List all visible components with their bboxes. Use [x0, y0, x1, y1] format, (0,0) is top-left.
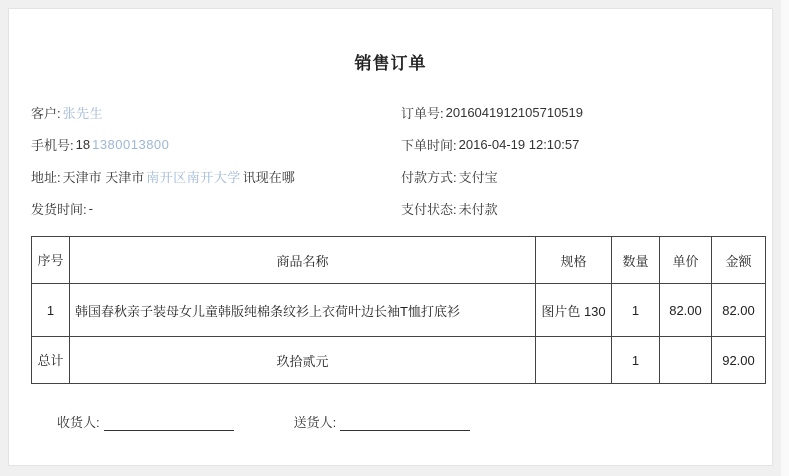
cell-product-name: 韩国春秋亲子装母女儿童韩版纯棉条纹衫上衣荷叶边长袖T恤打底衫 [70, 284, 536, 337]
cell-spec: 图片色 130 [536, 284, 612, 337]
cell-total-amount: 92.00 [712, 337, 766, 384]
column-header-seq: 序号 [32, 237, 70, 284]
sender-label: 送货人: [293, 415, 337, 430]
ship-time-label: 发货时间: [31, 201, 87, 217]
column-header-qty: 数量 [612, 237, 660, 284]
sender-signature-line [340, 418, 470, 431]
cell-amount: 82.00 [712, 284, 766, 337]
payment-method-value: 支付宝 [458, 169, 498, 185]
payment-method-label: 付款方式: [401, 169, 457, 185]
order-time-field [401, 135, 750, 154]
cell-price: 82.00 [660, 284, 712, 337]
payment-status-value: 未付款 [458, 201, 498, 217]
scrollbar-track[interactable] [781, 0, 789, 476]
meta-row [31, 192, 750, 224]
cell-total-label-seq: 总计 [32, 337, 70, 384]
payment-method-field [401, 167, 750, 186]
customer-label: 客户: [31, 105, 61, 121]
address-label: 地址: [31, 169, 61, 185]
column-header-price: 单价 [660, 237, 712, 284]
cell-total-in-words: 玖拾贰元 [70, 337, 536, 384]
ship-time-field [31, 199, 401, 218]
receiver-label: 收货人: [57, 415, 100, 430]
cell-total-spec [536, 337, 612, 384]
column-header-name: 商品名称 [70, 237, 536, 284]
page-title: 销售订单 [354, 54, 427, 73]
order-number-label: 订单号: [401, 105, 444, 121]
order-items-table [31, 236, 766, 384]
payment-status-field [401, 199, 750, 218]
order-number-field [401, 103, 750, 122]
order-number-value: 2016041912105710519 [445, 104, 583, 120]
column-header-amount: 金额 [712, 237, 766, 284]
sender-signature [294, 412, 471, 431]
order-meta [9, 96, 772, 224]
column-header-spec: 规格 [536, 237, 612, 284]
phone-label: 手机号: [31, 137, 74, 153]
customer-field [31, 103, 401, 122]
meta-row [31, 128, 750, 160]
order-document [8, 8, 773, 466]
table-total-row [32, 337, 766, 384]
cell-total-price [660, 337, 712, 384]
phone-field [31, 135, 401, 154]
customer-value: 张先生 [62, 105, 104, 121]
signature-area [9, 412, 772, 431]
receiver-signature-line [104, 418, 234, 431]
phone-value: 18 [75, 136, 91, 152]
address-value-masked: 南开区南开大学 [146, 169, 241, 185]
meta-row [31, 96, 750, 128]
table-row [32, 284, 766, 337]
order-time-value: 2016-04-19 12:10:57 [458, 136, 580, 152]
cell-total-qty: 1 [612, 337, 660, 384]
cell-seq: 1 [32, 284, 70, 337]
order-time-label: 下单时间: [401, 137, 457, 153]
phone-value-masked: 1380013800 [92, 136, 170, 152]
payment-status-label: 支付状态: [401, 201, 457, 217]
receiver-signature [57, 412, 234, 431]
meta-row [31, 160, 750, 192]
address-field [31, 167, 401, 186]
address-value: 天津市 天津市 [62, 169, 145, 185]
table-header-row [32, 237, 766, 284]
ship-time-value: - [88, 200, 93, 216]
address-value-tail: 讯现在哪 [242, 169, 295, 185]
cell-qty: 1 [612, 284, 660, 337]
